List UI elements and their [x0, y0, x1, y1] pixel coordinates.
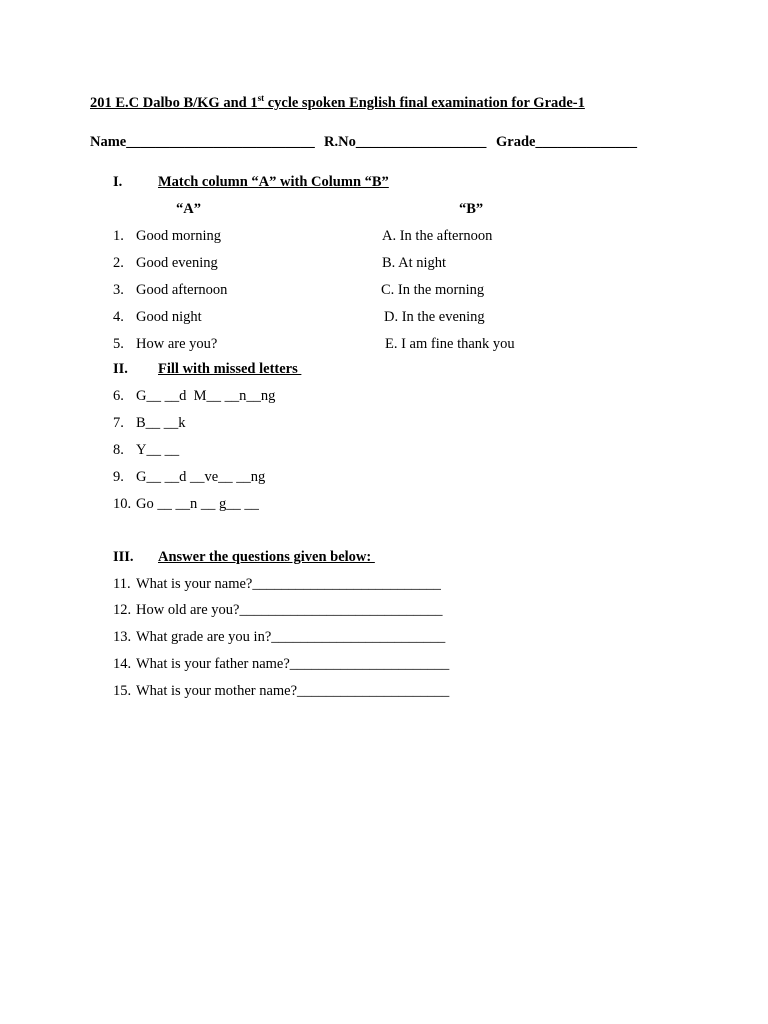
list-item-number: 11.: [113, 576, 131, 592]
section-3-numeral: III.: [113, 549, 134, 565]
section-2-numeral: II.: [113, 361, 128, 377]
column-a-item: Good evening: [136, 255, 218, 271]
column-b-item: B. At night: [382, 255, 447, 271]
question-item: What is your father name?______________________: [136, 656, 450, 672]
column-a-item: Good night: [136, 309, 202, 325]
list-item-number: 12.: [113, 602, 132, 618]
list-item-number: 9.: [113, 469, 124, 485]
column-b-item: E. I am fine thank you: [385, 336, 515, 352]
list-item-number: 10.: [113, 496, 132, 512]
question-item: What grade are you in?________________________: [136, 629, 446, 645]
column-b-item: A. In the afternoon: [382, 228, 493, 244]
column-a-header: “A”: [176, 201, 201, 217]
question-item: What is your mother name?_____________________: [136, 683, 450, 699]
list-item-number: 2.: [113, 255, 124, 271]
column-b-item: D. In the evening: [384, 309, 485, 325]
list-item-number: 15.: [113, 683, 132, 699]
title-text: 201 E.C Dalbo B/KG and 1: [90, 95, 258, 111]
page-title: [90, 94, 585, 112]
list-item-number: 6.: [113, 388, 124, 404]
list-item-number: 1.: [113, 228, 124, 244]
column-a-item: Good afternoon: [136, 282, 228, 298]
question-item: What is your name?__________________________: [136, 576, 441, 592]
list-item-number: 13.: [113, 629, 132, 645]
list-item-number: 3.: [113, 282, 124, 298]
rno-field[interactable]: R.No__________________: [324, 134, 487, 150]
column-b-item: C. In the morning: [381, 282, 485, 298]
list-item-number: 7.: [113, 415, 124, 431]
fill-in-item: G__ __d M__ __n__ng: [136, 388, 276, 404]
title-text-rest: cycle spoken English final examination for Grade-1: [264, 95, 585, 111]
fill-in-item: G__ __d __ve__ __ng: [136, 469, 266, 485]
grade-field[interactable]: Grade______________: [496, 134, 637, 150]
fill-in-item: Y__ __: [136, 442, 180, 458]
title-superscript: st: [257, 93, 265, 104]
list-item-number: 4.: [113, 309, 124, 325]
question-item: How old are you?____________________________: [136, 602, 443, 618]
list-item-number: 5.: [113, 336, 124, 352]
column-b-header: “B”: [459, 201, 484, 217]
fill-in-item: B__ __k: [136, 415, 186, 431]
section-2-title: Fill with missed letters: [158, 361, 302, 377]
section-1-numeral: I.: [113, 174, 123, 190]
section-1-title: Match column “A” with Column “B”: [158, 174, 389, 190]
name-field[interactable]: Name__________________________: [90, 134, 315, 150]
column-a-item: How are you?: [136, 336, 218, 352]
column-a-item: Good morning: [136, 228, 221, 244]
fill-in-item: Go __ __n __ g__ __: [136, 496, 259, 512]
list-item-number: 14.: [113, 656, 132, 672]
section-3-title: Answer the questions given below:: [158, 549, 375, 565]
list-item-number: 8.: [113, 442, 124, 458]
